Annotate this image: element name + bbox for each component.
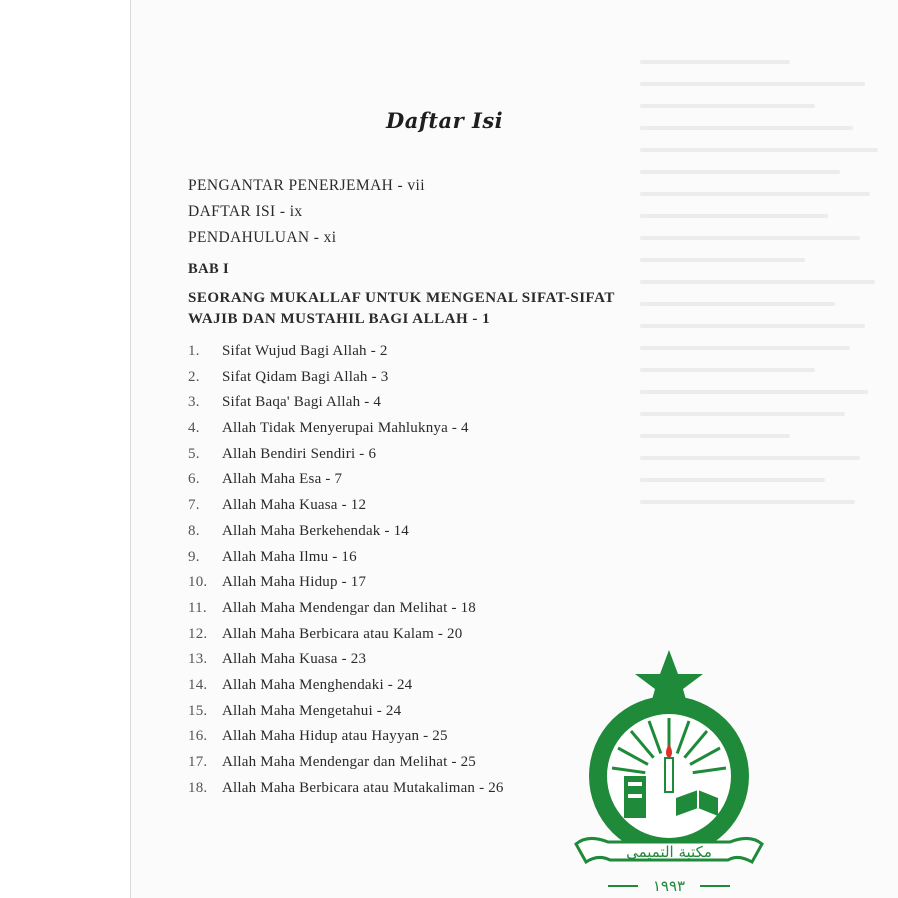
toc-entry bbox=[188, 493, 504, 519]
toc-entry-text: Allah Bendiri Sendiri - 6 bbox=[222, 445, 377, 462]
toc-entry-text: Allah Maha Mendengar dan Melihat - 25 bbox=[222, 754, 476, 770]
chapter-title-line: SEORANG MUKALLAF UNTUK MENGENAL SIFAT-SIFAT bbox=[188, 290, 615, 306]
toc-entry bbox=[188, 416, 504, 442]
toc-entry-number: 15. bbox=[188, 702, 208, 719]
page-title: Daftar Isi bbox=[386, 108, 504, 133]
publisher-year: ١٩٩٣ bbox=[652, 877, 686, 895]
toc-entry-text: Allah Maha Ilmu - 16 bbox=[222, 548, 357, 565]
toc-entry-number: 9. bbox=[188, 548, 200, 565]
toc-entry bbox=[188, 545, 504, 571]
toc-entry-text: Allah Maha Kuasa - 23 bbox=[222, 651, 367, 668]
toc-entry-number: 6. bbox=[188, 471, 200, 488]
toc-entry bbox=[188, 699, 504, 725]
front-matter-item: PENGANTAR PENERJEMAH - vii bbox=[188, 177, 425, 194]
toc-entry-number: 7. bbox=[188, 497, 200, 514]
toc-entry-text: Allah Maha Hidup - 17 bbox=[222, 574, 367, 591]
toc-entry bbox=[188, 390, 504, 416]
toc-entry bbox=[188, 750, 504, 776]
toc-entry-number: 13. bbox=[188, 651, 208, 668]
publisher-logo bbox=[568, 648, 770, 896]
toc-entry bbox=[188, 776, 504, 802]
toc-entry bbox=[188, 622, 504, 648]
toc-entry-number: 16. bbox=[188, 728, 208, 745]
toc-entry bbox=[188, 442, 504, 468]
toc-entry bbox=[188, 339, 504, 365]
toc-entry-number: 10. bbox=[188, 574, 208, 591]
toc-entry-text: Allah Maha Berbicara atau Kalam - 20 bbox=[222, 625, 463, 642]
publisher-arabic-name: مكتبة التميمي bbox=[626, 843, 712, 861]
toc-entry-text: Sifat Wujud Bagi Allah - 2 bbox=[222, 343, 388, 359]
toc-entry-number: 1. bbox=[188, 343, 200, 359]
toc-entry-number: 14. bbox=[188, 676, 208, 693]
toc-entry bbox=[188, 365, 504, 391]
toc-entry-text: Sifat Qidam Bagi Allah - 3 bbox=[222, 368, 389, 385]
toc-entry-number: 2. bbox=[188, 368, 200, 385]
toc-entry-text: Allah Maha Berkehendak - 14 bbox=[222, 522, 410, 539]
candle-icon bbox=[665, 758, 673, 792]
front-matter-list bbox=[188, 173, 425, 251]
toc-entry-number: 8. bbox=[188, 522, 200, 539]
toc-entry-text: Allah Maha Mengetahui - 24 bbox=[222, 702, 402, 719]
toc-entry-number: 5. bbox=[188, 445, 200, 462]
toc-entry-number: 11. bbox=[188, 599, 207, 616]
bleed-through-lines bbox=[640, 60, 890, 620]
left-margin-strip bbox=[0, 0, 131, 898]
toc-entry bbox=[188, 724, 504, 750]
toc-entry-text: Allah Maha Mendengar dan Melihat - 18 bbox=[222, 599, 476, 616]
chapter-title bbox=[188, 288, 728, 330]
toc-entry-text: Sifat Baqa' Bagi Allah - 4 bbox=[222, 394, 382, 411]
toc-entry-text: Allah Maha Hidup atau Hayyan - 25 bbox=[222, 728, 448, 745]
toc-entry-text: Allah Tidak Menyerupai Mahluknya - 4 bbox=[222, 420, 469, 437]
toc-entry-number: 18. bbox=[188, 779, 208, 796]
chapter-title-line: WAJIB DAN MUSTAHIL BAGI ALLAH - 1 bbox=[188, 311, 491, 327]
toc-entry-number: 17. bbox=[188, 754, 208, 770]
toc-entry-text: Allah Maha Kuasa - 12 bbox=[222, 497, 367, 514]
toc-entry-number: 12. bbox=[188, 625, 208, 642]
toc-entry bbox=[188, 596, 504, 622]
toc-entry bbox=[188, 467, 504, 493]
front-matter-item: DAFTAR ISI - ix bbox=[188, 203, 303, 220]
toc-entry-text: Allah Maha Esa - 7 bbox=[222, 471, 343, 488]
toc-entry bbox=[188, 647, 504, 673]
toc-entry-list bbox=[188, 339, 504, 801]
toc-entry bbox=[188, 519, 504, 545]
toc-entry-text: Allah Maha Berbicara atau Mutakaliman - 26 bbox=[222, 779, 504, 796]
toc-entry bbox=[188, 673, 504, 699]
toc-entry-number: 3. bbox=[188, 394, 200, 411]
toc-entry-number: 4. bbox=[188, 420, 200, 437]
toc-entry-text: Allah Maha Menghendaki - 24 bbox=[222, 676, 413, 693]
front-matter-item: PENDAHULUAN - xi bbox=[188, 229, 337, 246]
chapter-label: BAB I bbox=[188, 261, 230, 277]
toc-entry bbox=[188, 570, 504, 596]
